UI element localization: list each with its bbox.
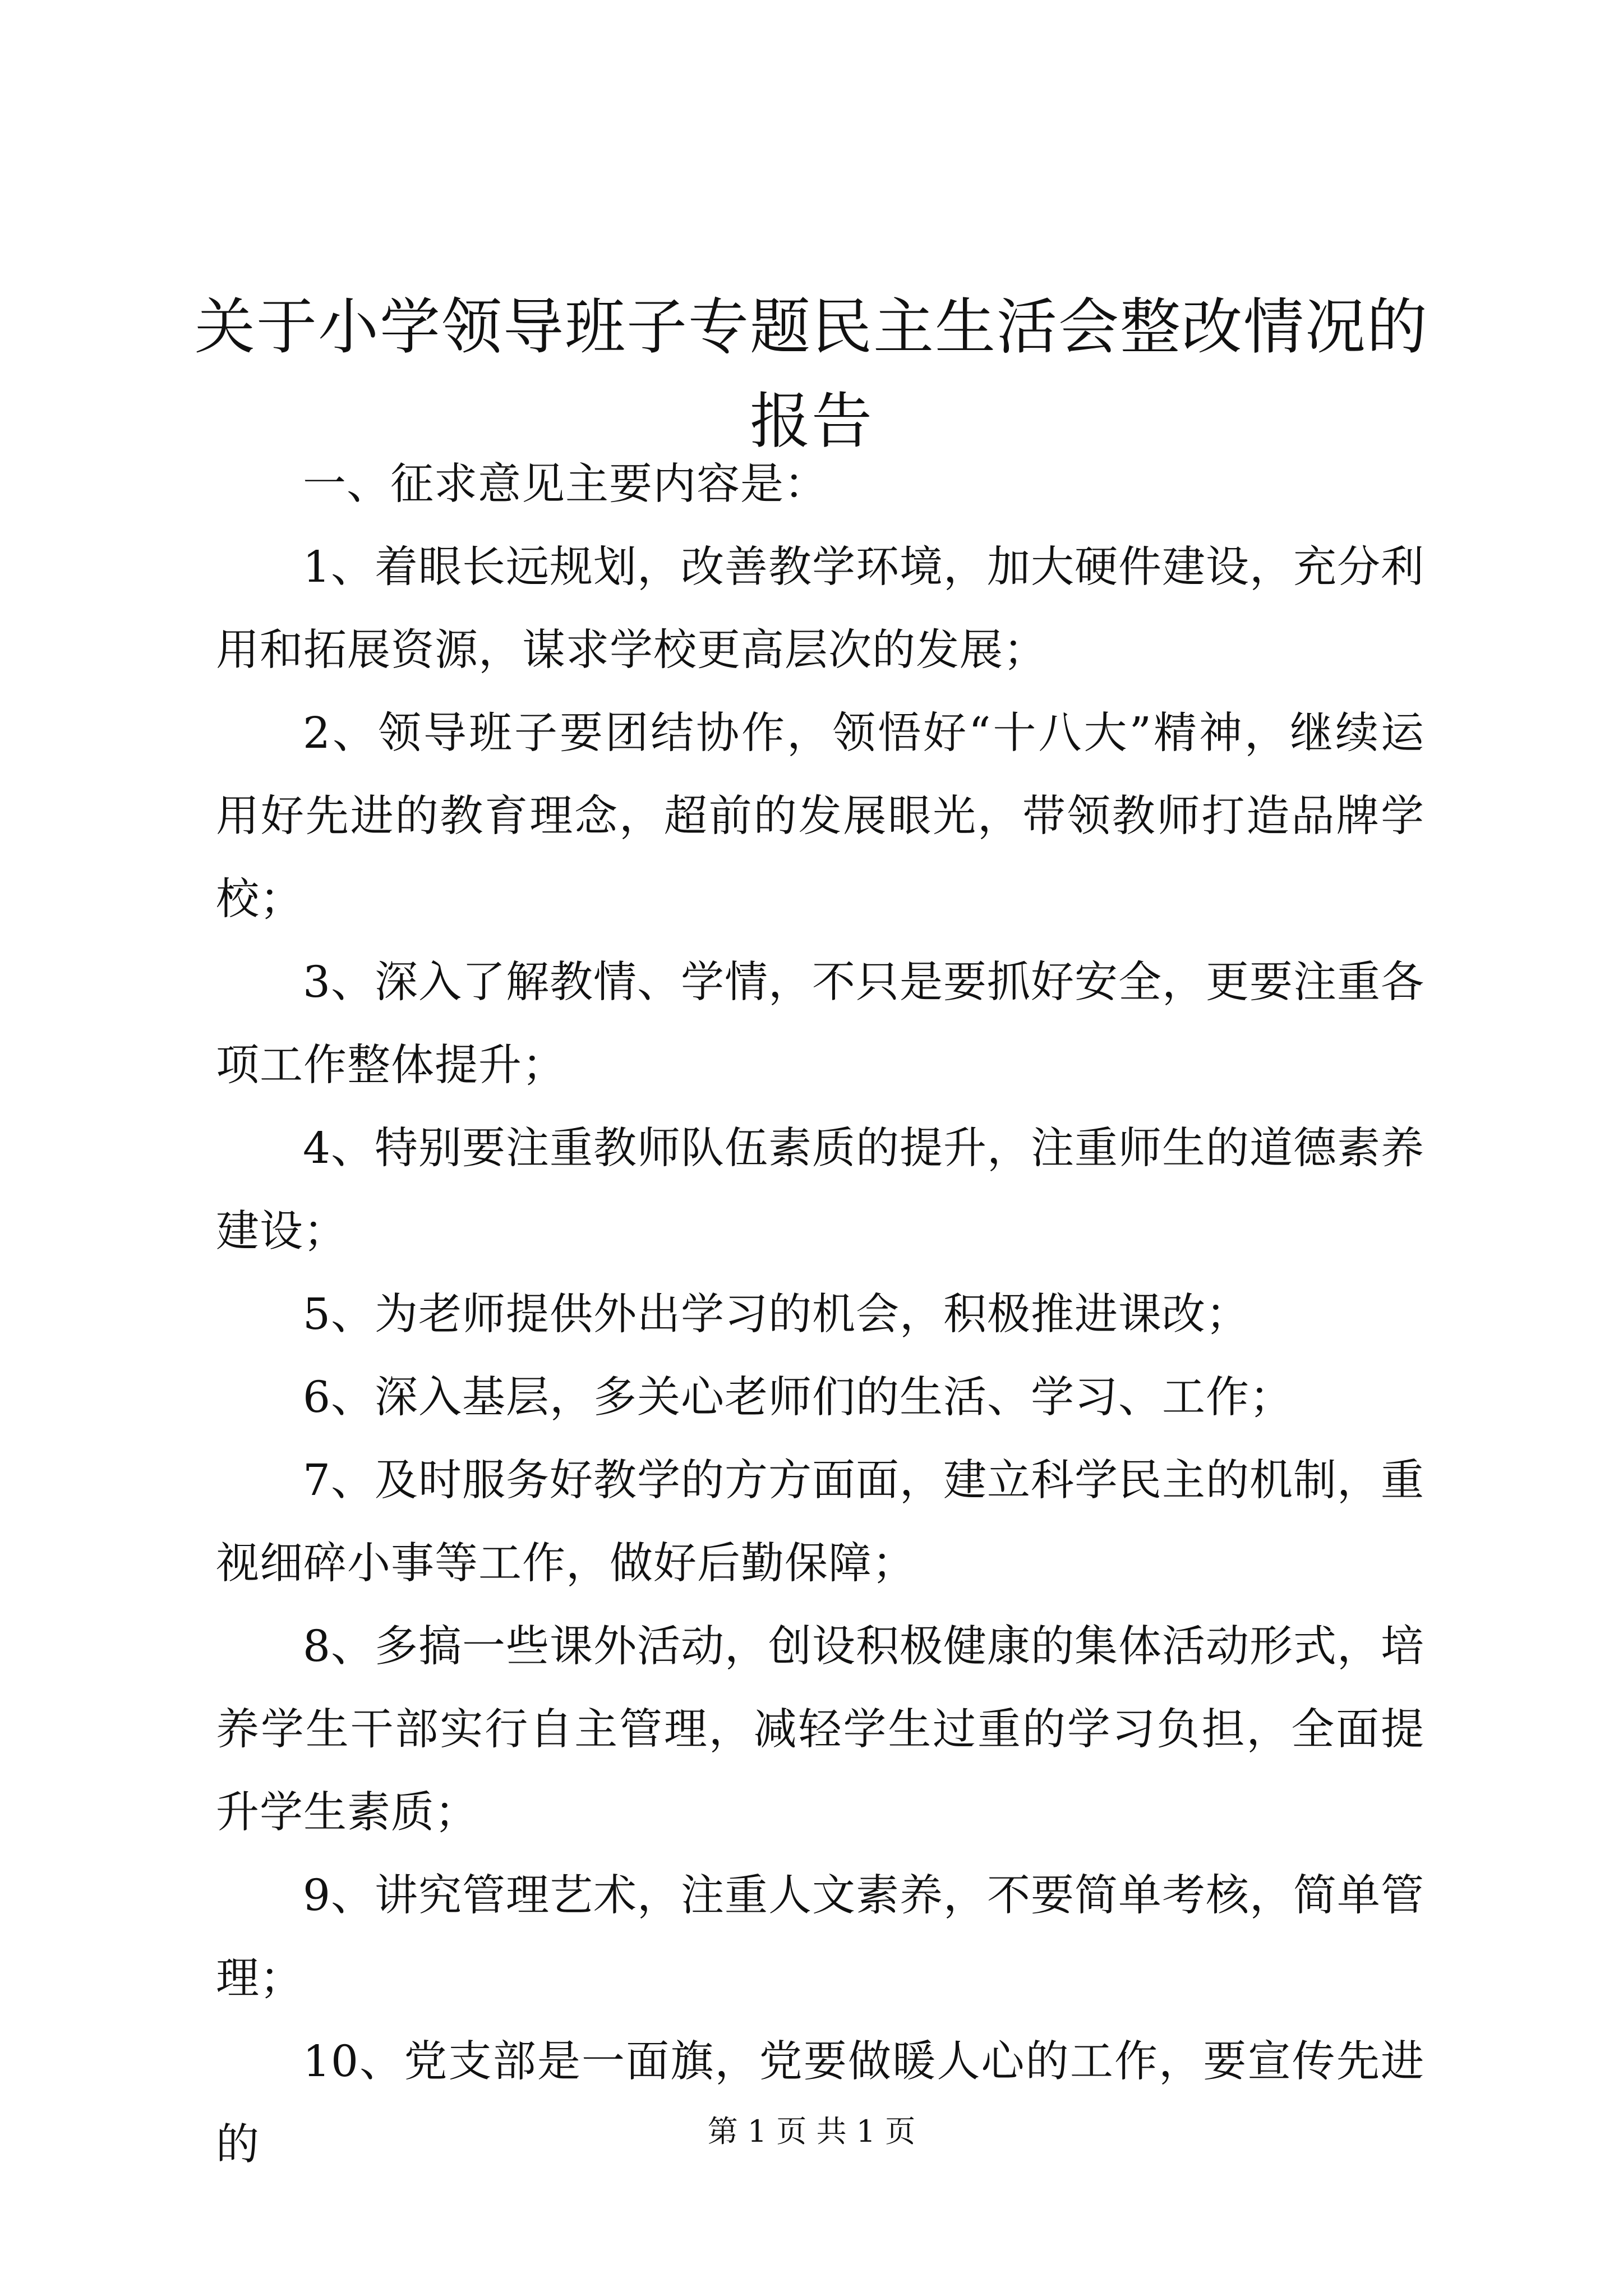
- title-line-1: 关于小学领导班子专题民主生活会整改情况的: [194, 292, 1428, 362]
- page-footer: 第 1 页 共 1 页: [707, 2114, 916, 2149]
- list-item: 8、多搞一些课外活动，创设积极健康的集体活动形式，培养学生干部实行自主管理，减轻学生过重的学习负担，全面提升学生素质；: [216, 1622, 1424, 1838]
- list-item: 5、为老师提供外出学习的机会，积极推进课改；: [303, 1290, 1249, 1340]
- list-item: 4、特别要注重教师队伍素质的提升，注重师生的道德素养建设；: [216, 1124, 1424, 1257]
- document-title: [185, 280, 1438, 469]
- list-item: 10、党支部是一面旗，党要做暖人心的工作，要宣传先进的: [216, 2037, 1424, 2170]
- list-item: 1、着眼长远规划，改善教学环境，加大硬件建设，充分利用和拓展资源，谋求学校更高层次的发展；: [216, 542, 1424, 675]
- section-heading: 一、征求意见主要内容是：: [303, 459, 828, 509]
- list-item: 9、讲究管理艺术，注重人文素养，不要简单考核，简单管理；: [216, 1871, 1424, 2004]
- document-body: [216, 443, 1424, 2187]
- list-item: 3、深入了解教情、学情，不只是要抓好安全，更要注重各项工作整体提升；: [216, 958, 1424, 1091]
- list-item: 7、及时服务好教学的方方面面，建立科学民主的机制，重视细碎小事等工作，做好后勤保障；: [216, 1456, 1424, 1589]
- title-line-2: 报告: [749, 386, 873, 457]
- list-item: 6、深入基层，多关心老师们的生活、学习、工作；: [303, 1373, 1293, 1423]
- list-item: 2、领导班子要团结协作，领悟好“十八大”精神，继续运用好先进的教育理念，超前的发展眼光，带领教师打造品牌学校；: [216, 708, 1424, 924]
